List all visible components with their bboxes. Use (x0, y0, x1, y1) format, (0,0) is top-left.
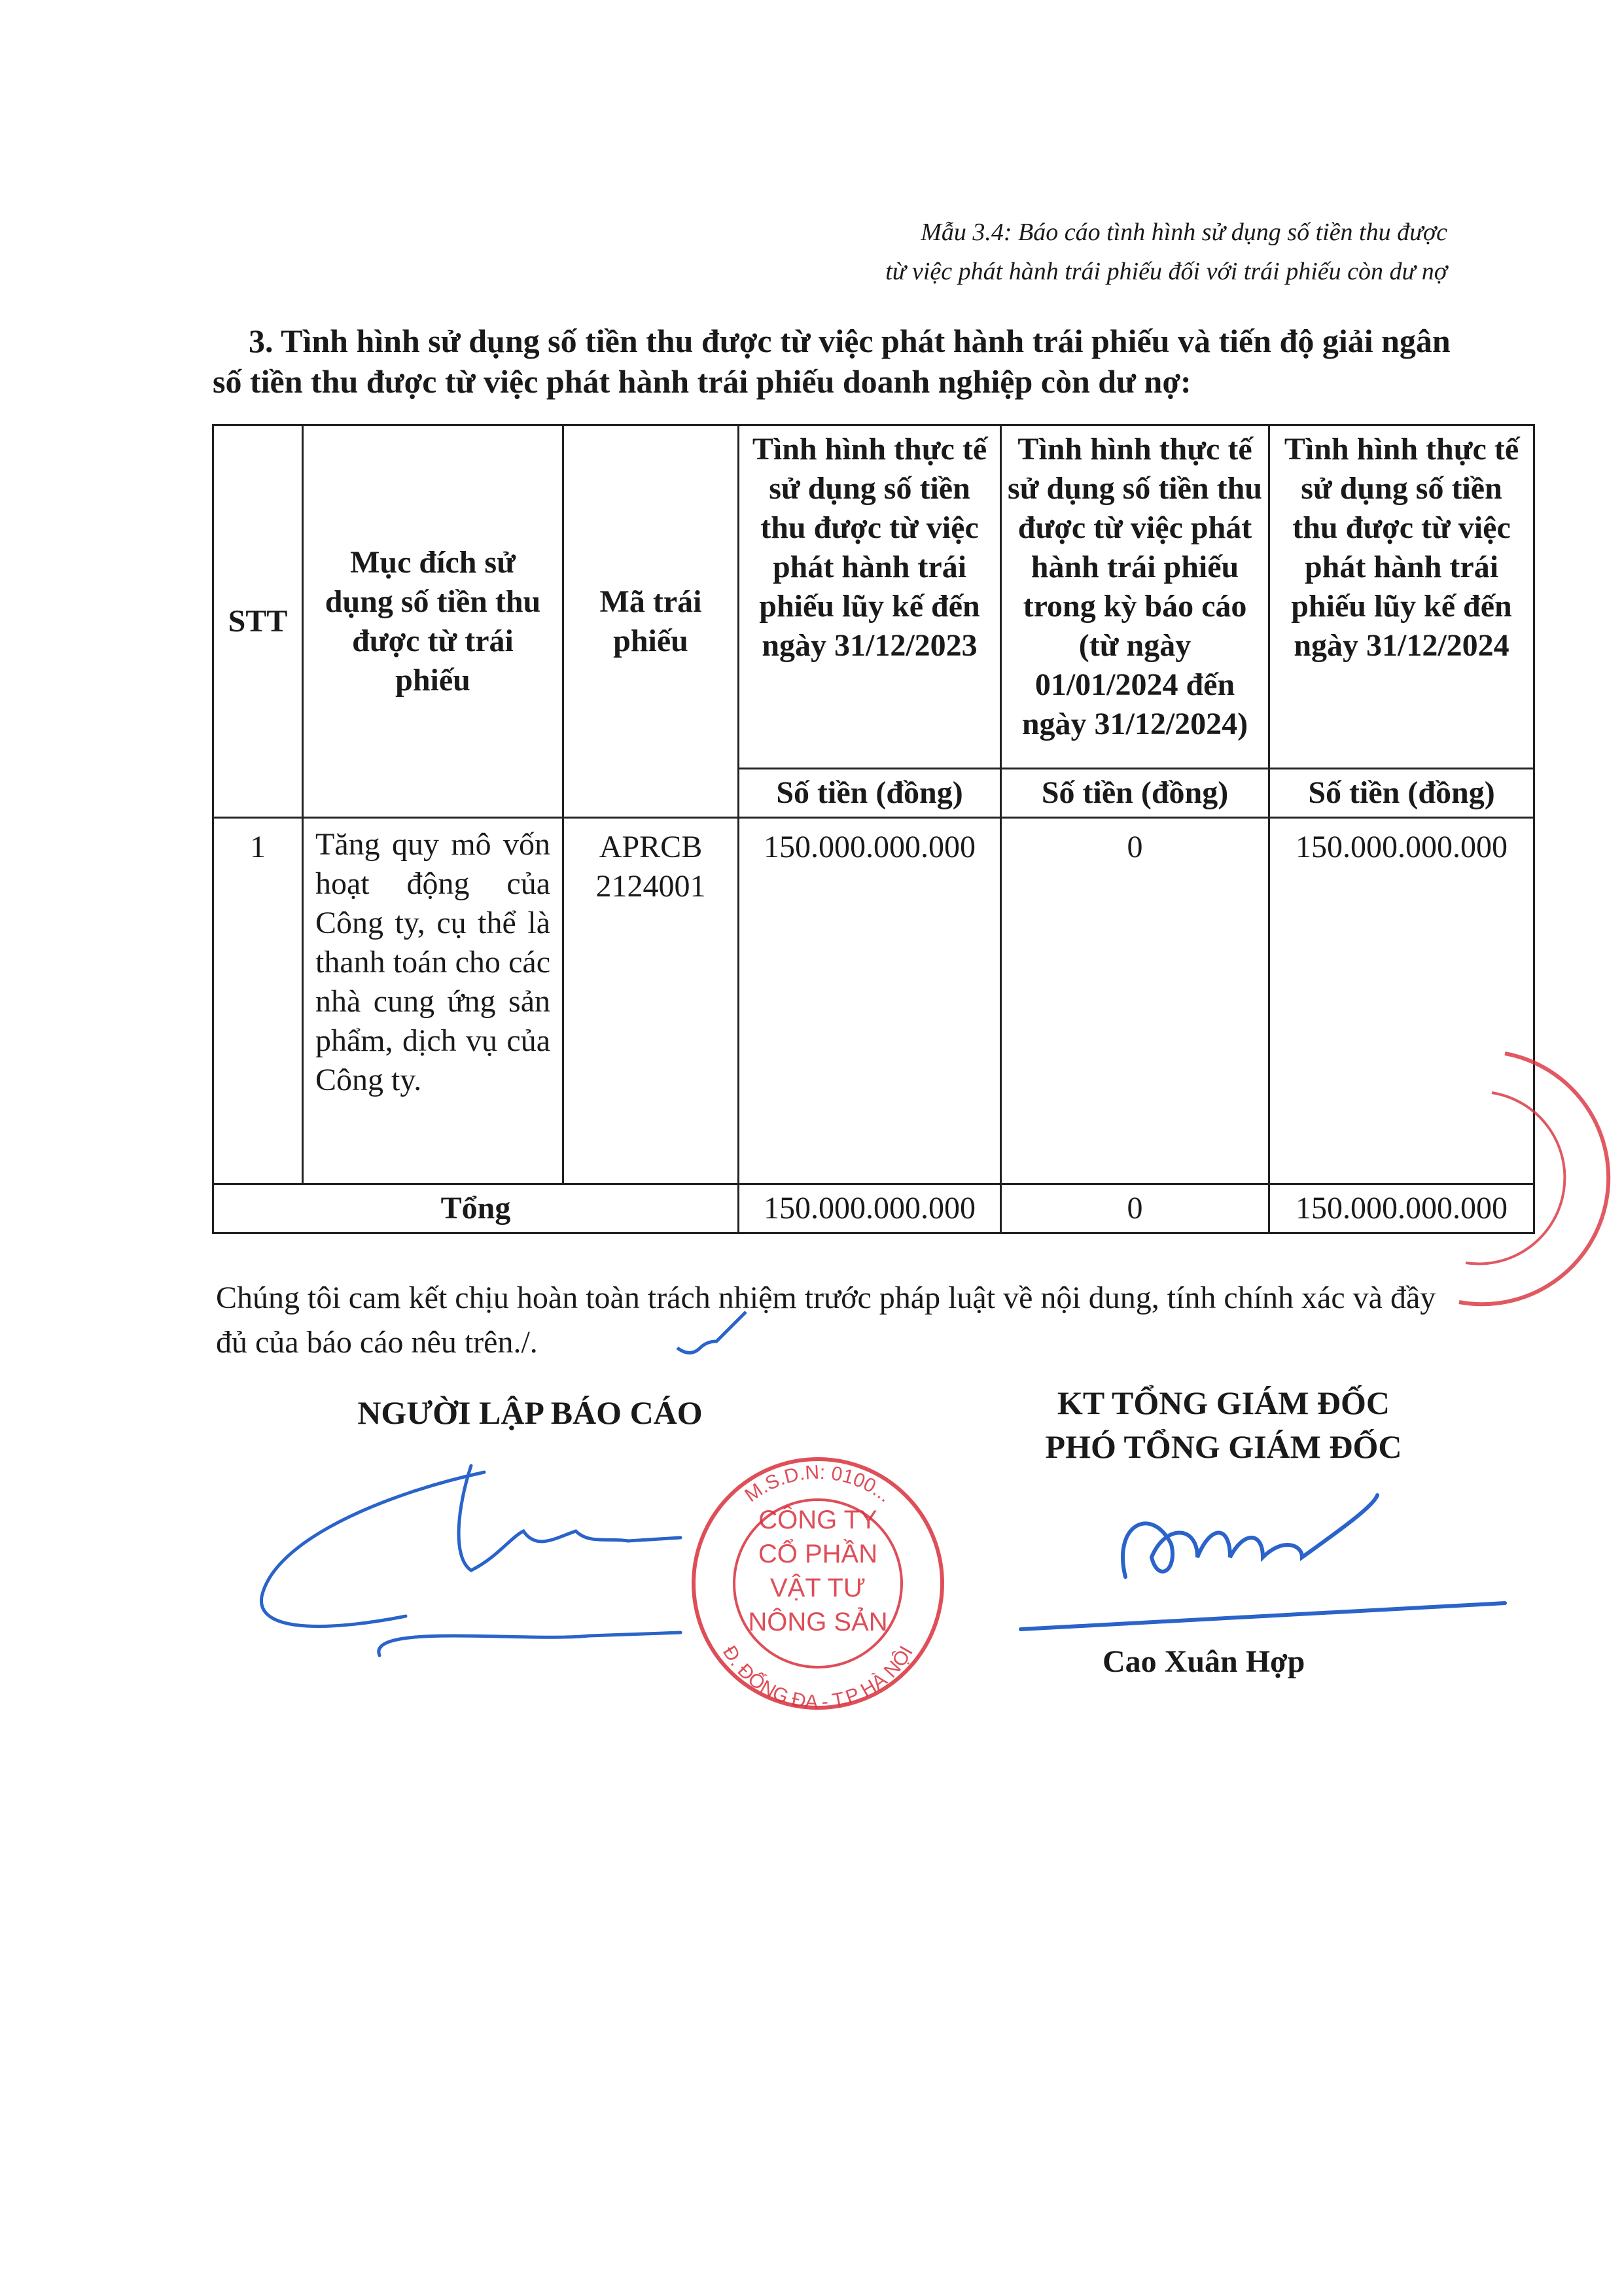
director-name: Cao Xuân Hợp (1103, 1644, 1305, 1679)
preparer-signature (261, 1466, 680, 1655)
stamp-ring-top: M.S.D.N: 0100... (741, 1461, 896, 1507)
form-note-line1: Mẫu 3.4: Báo cáo tình hình sử dụng số tiền thu được (921, 219, 1447, 246)
total-2023: 150.000.000.000 (739, 1184, 1001, 1233)
cell-stt: 1 (213, 818, 303, 1184)
unit-2024: Số tiền (đồng) (1269, 769, 1534, 818)
stamp-line: CÔNG TY (758, 1506, 877, 1534)
header-period: Tình hình thực tế sử dụng số tiền thu được từ việc phát hành trái phiếu trong kỳ báo cáo (từ ngày 01/01/2024 đến ngày 31/12/2024) (1001, 425, 1269, 769)
preparer-title: NGƯỜI LẬP BÁO CÁO (357, 1394, 703, 1431)
stamp-line: CỔ PHẦN (758, 1540, 878, 1568)
stamp-center-text (748, 1505, 887, 1636)
stamp-line: NÔNG SẢN (748, 1608, 888, 1636)
total-label: Tổng (213, 1184, 739, 1233)
section-title: 3. Tình hình sử dụng số tiền thu được từ việc phát hành trái phiếu và tiến độ giải ngân số tiền thu được từ việc phát hành trái phiếu doanh nghiệp còn dư nợ: (213, 323, 1451, 400)
director-signature (1021, 1495, 1505, 1629)
total-period: 0 (1001, 1184, 1269, 1233)
form-note-line2: từ việc phát hành trái phiếu đối với trái phiếu còn dư nợ (885, 258, 1447, 285)
stamp-line: VẬT TƯ (769, 1574, 866, 1602)
cell-period: 0 (1001, 818, 1269, 1184)
header-stt: STT (213, 425, 303, 818)
commitment-text: Chúng tôi cam kết chịu hoàn toàn trách nhiệm trước pháp luật về nội dung, tính chính xác và đầy đủ của báo cáo nêu trên./. (216, 1280, 1436, 1360)
header-2024: Tình hình thực tế sử dụng số tiền thu được từ việc phát hành trái phiếu lũy kế đến ngày 31/12/2024 (1269, 425, 1534, 769)
unit-2023: Số tiền (đồng) (739, 769, 1001, 818)
cell-2023: 150.000.000.000 (739, 818, 1001, 1184)
header-code: Mã trái phiếu (563, 425, 739, 818)
header-2023: Tình hình thực tế sử dụng số tiền thu được từ việc phát hành trái phiếu lũy kế đến ngày 31/12/2023 (739, 425, 1001, 769)
director-title-2: PHÓ TỔNG GIÁM ĐỐC (1045, 1428, 1402, 1465)
total-2024: 150.000.000.000 (1269, 1184, 1534, 1233)
director-title-1: KT TỔNG GIÁM ĐỐC (1057, 1385, 1390, 1421)
cell-code: APRCB 2124001 (563, 818, 739, 1184)
unit-period: Số tiền (đồng) (1001, 769, 1269, 818)
cell-2024: 150.000.000.000 (1269, 818, 1534, 1184)
initial-mark (677, 1312, 746, 1353)
header-purpose: Mục đích sử dụng số tiền thu được từ trái phiếu (303, 425, 563, 818)
stamp-ring-bottom: Đ. ĐỐNG ĐA - T.P HÀ NỘI (718, 1642, 917, 1714)
cell-purpose: Tăng quy mô vốn hoạt động của Công ty, cụ thể là thanh toán cho các nhà cung ứng sản phẩm, dịch vụ của Công ty. (303, 818, 563, 1184)
